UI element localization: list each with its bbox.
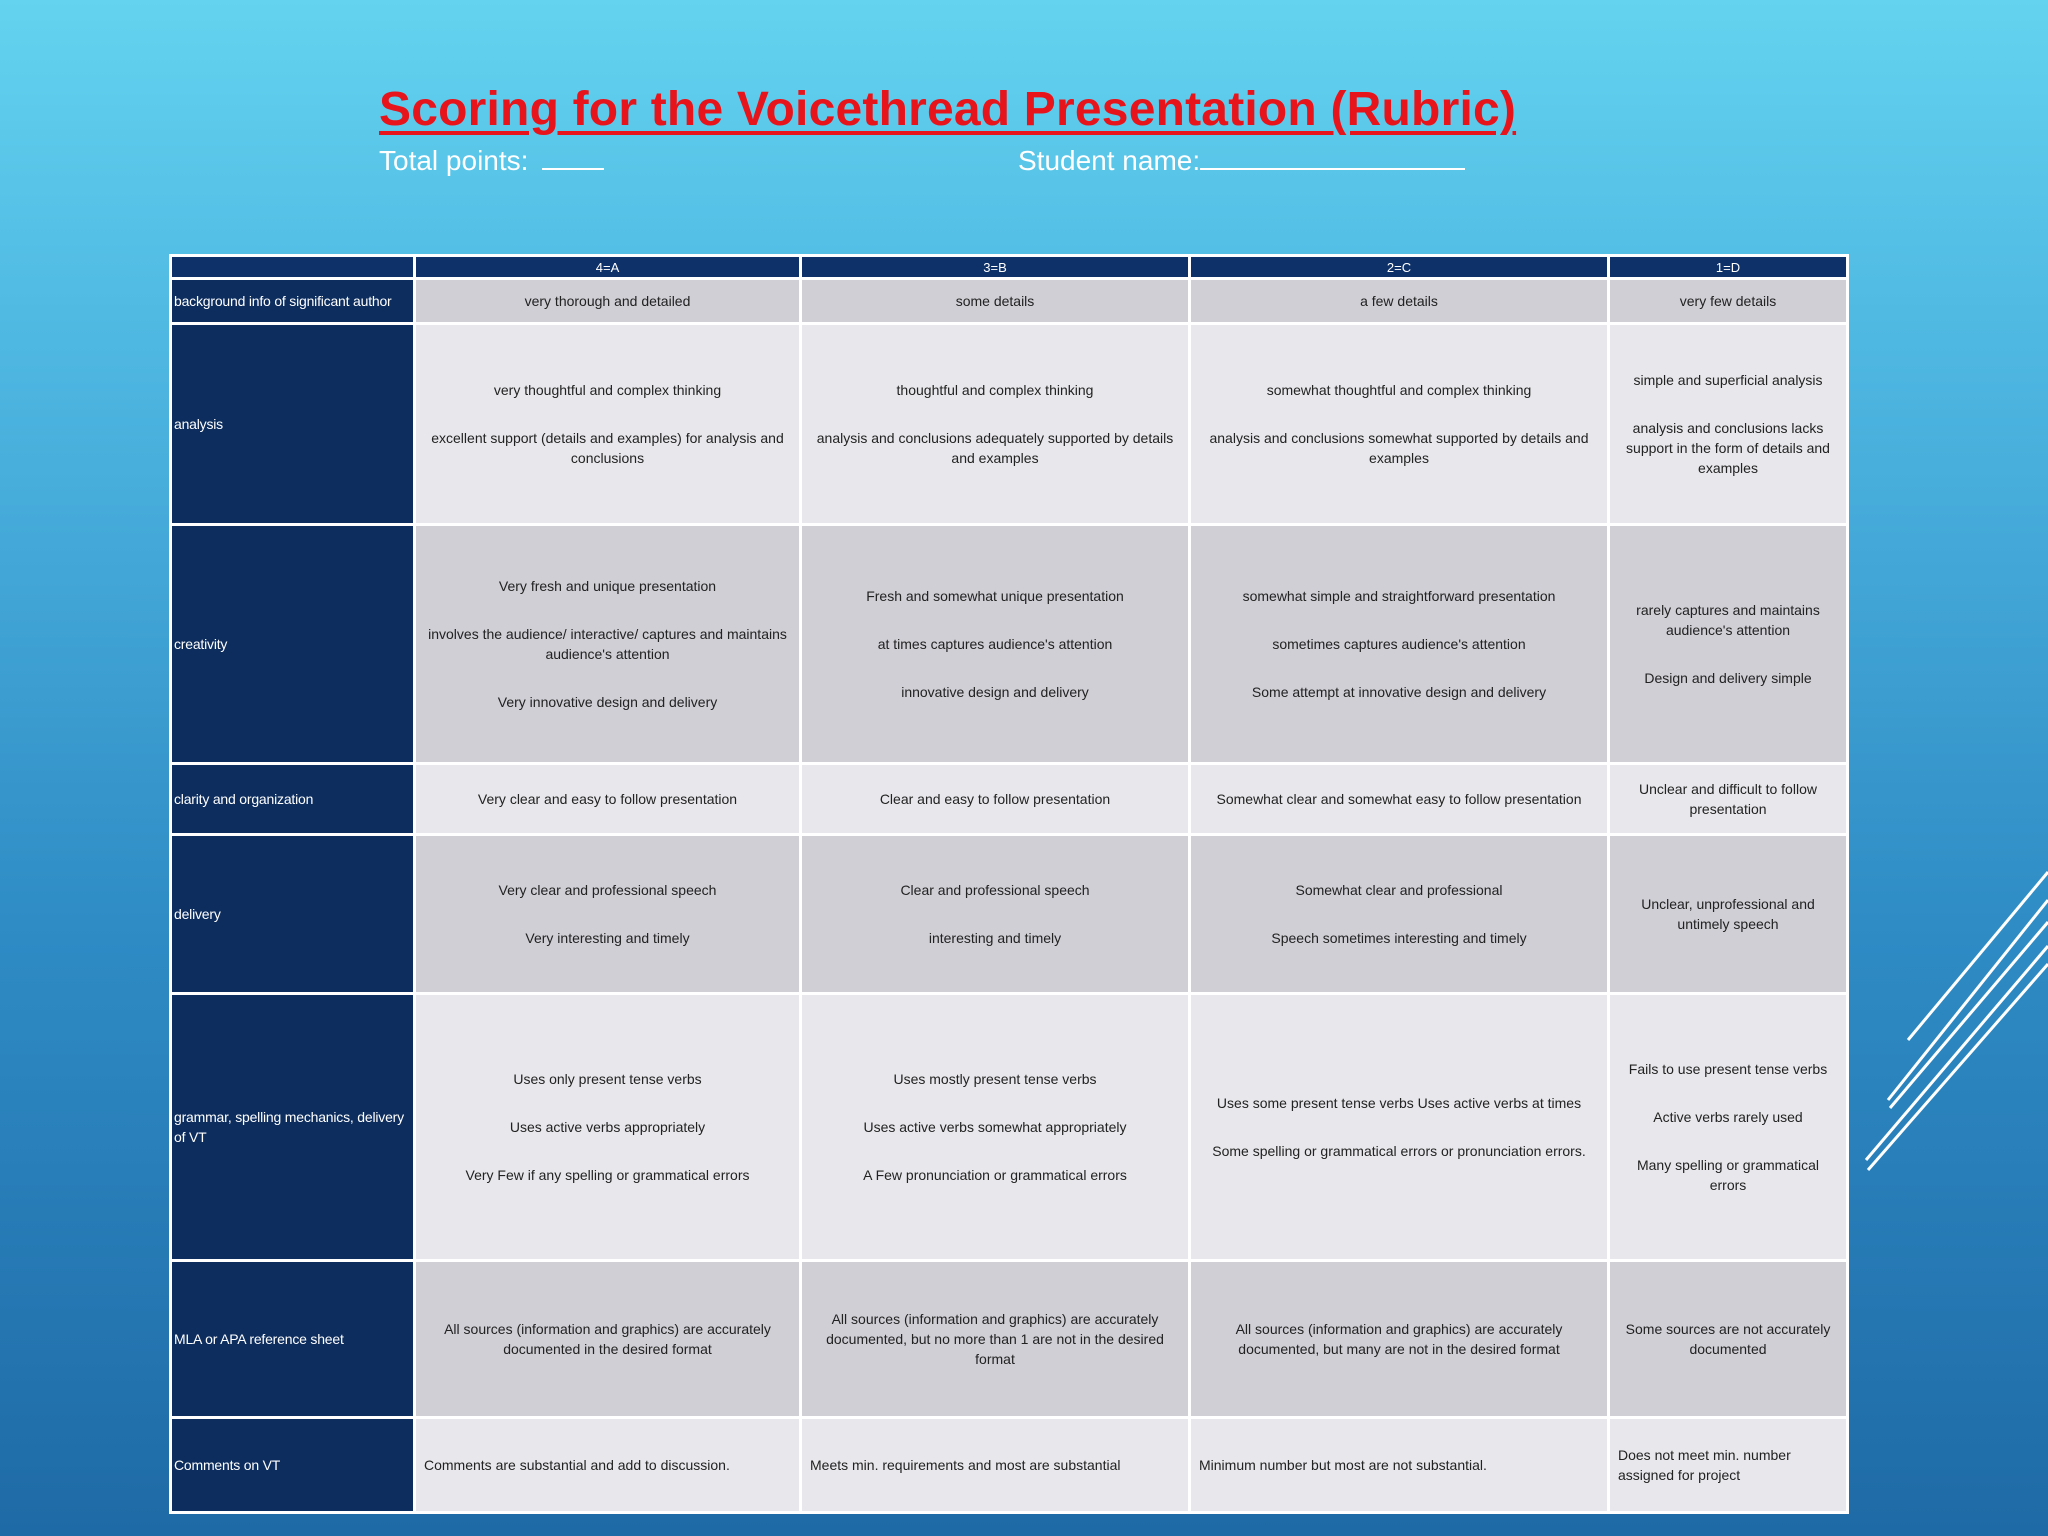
- cell-text: some details: [955, 293, 1035, 309]
- cell-text: very thorough and detailed: [524, 293, 691, 309]
- total-points-field: [379, 144, 604, 177]
- cell-text: Clear and professional speech: [900, 882, 1090, 898]
- rubric-row-comments: [172, 1419, 1846, 1511]
- student-name-label: Student name:: [1018, 145, 1201, 176]
- cell-text: Unclear and difficult to follow presentation: [1639, 781, 1817, 817]
- cell-text: Unclear, unprofessional and untimely speech: [1641, 896, 1815, 932]
- rubric-cell: [1610, 526, 1846, 762]
- rubric-cell: [802, 1262, 1188, 1416]
- cell-text: Uses mostly present tense verbs: [893, 1071, 1097, 1087]
- cell-text: excellent support (details and examples) for analysis and conclusions: [431, 430, 784, 466]
- line-gap: [810, 1089, 1180, 1117]
- cell-text: Comments are substantial and add to discussion.: [424, 1457, 730, 1473]
- cell-text: involves the audience/ interactive/ captures and maintains audience's attention: [428, 626, 787, 662]
- line-gap: [810, 400, 1180, 428]
- rubric-row-analysis: [172, 325, 1846, 523]
- rubric-row-reference-sheet: [172, 1262, 1846, 1416]
- header-score-4: 4=A: [416, 257, 799, 277]
- cell-text: All sources (information and graphics) are accurately documented in the desired format: [444, 1321, 771, 1357]
- criterion-label: clarity and organization: [172, 765, 413, 833]
- criterion-label: background info of significant author: [172, 280, 413, 322]
- rubric-cell: [1610, 1262, 1846, 1416]
- cell-text: Very innovative design and delivery: [497, 694, 718, 710]
- line-gap: [1199, 400, 1599, 428]
- criterion-label: analysis: [172, 325, 413, 523]
- rubric-row-creativity: [172, 526, 1846, 762]
- rubric-cell: [1610, 325, 1846, 523]
- line-gap: [1199, 1113, 1599, 1141]
- cell-text: analysis and conclusions lacks support in the form of details and examples: [1626, 420, 1830, 476]
- criterion-label: grammar, spelling mechanics, delivery of VT: [172, 995, 413, 1259]
- cell-text: Design and delivery simple: [1644, 670, 1812, 686]
- cell-text: Uses some present tense verbs Uses active verbs at times: [1216, 1095, 1582, 1111]
- cell-text: Many spelling or grammatical errors: [1636, 1157, 1820, 1193]
- cell-text: Active verbs rarely used: [1653, 1109, 1803, 1125]
- cell-text: analysis and conclusions adequately supported by details and examples: [816, 430, 1174, 466]
- cell-text: Clear and easy to follow presentation: [879, 791, 1111, 807]
- cell-text: Very clear and easy to follow presentation: [477, 791, 738, 807]
- rubric-cell: [802, 765, 1188, 833]
- line-gap: [1618, 1127, 1838, 1155]
- cell-text: Some sources are not accurately documented: [1625, 1321, 1831, 1357]
- rubric-cell: [1191, 526, 1607, 762]
- rubric-cell: [416, 325, 799, 523]
- cell-text: somewhat thoughtful and complex thinking: [1266, 382, 1532, 398]
- cell-text: Fresh and somewhat unique presentation: [866, 588, 1124, 604]
- criterion-label: delivery: [172, 836, 413, 992]
- cell-text: Very interesting and timely: [525, 930, 690, 946]
- header-score-3: 3=B: [802, 257, 1188, 277]
- header-row: [172, 257, 1846, 277]
- rubric-cell: [802, 280, 1188, 322]
- cell-text: simple and superficial analysis: [1633, 372, 1823, 388]
- line-gap: [424, 1089, 791, 1117]
- criterion-label: creativity: [172, 526, 413, 762]
- student-name-blank[interactable]: [1200, 144, 1465, 170]
- cell-text: Does not meet min. number assigned for project: [1618, 1447, 1791, 1483]
- line-gap: [810, 654, 1180, 682]
- rubric-cell: [1610, 280, 1846, 322]
- cell-text: Somewhat clear and professional: [1295, 882, 1503, 898]
- rubric-cell: [802, 995, 1188, 1259]
- cell-text: Very Few if any spelling or grammatical errors: [465, 1167, 750, 1183]
- line-gap: [424, 900, 791, 928]
- rubric-cell: [1191, 325, 1607, 523]
- line-gap: [810, 1137, 1180, 1165]
- cell-text: rarely captures and maintains audience's attention: [1636, 602, 1820, 638]
- line-gap: [1199, 654, 1599, 682]
- rubric-row-background-info: [172, 280, 1846, 322]
- cell-text: sometimes captures audience's attention: [1272, 636, 1526, 652]
- rubric-row-clarity-organization: [172, 765, 1846, 833]
- cell-text: a few details: [1360, 293, 1438, 309]
- cell-text: innovative design and delivery: [901, 684, 1089, 700]
- line-gap: [424, 596, 791, 624]
- rubric-cell: [1191, 995, 1607, 1259]
- cell-text: very thoughtful and complex thinking: [493, 382, 722, 398]
- cell-text: All sources (information and graphics) are accurately documented, but many are not in the desired format: [1235, 1321, 1563, 1357]
- total-points-blank[interactable]: [542, 144, 604, 170]
- cell-text: Some spelling or grammatical errors or pronunciation errors.: [1212, 1143, 1586, 1159]
- rubric-cell: [416, 1419, 799, 1511]
- cell-text: Very fresh and unique presentation: [498, 578, 717, 594]
- rubric-cell: [802, 325, 1188, 523]
- rubric-cell: [1610, 836, 1846, 992]
- cell-text: very few details: [1679, 293, 1777, 309]
- line-gap: [424, 1137, 791, 1165]
- cell-text: Fails to use present tense verbs: [1628, 1061, 1828, 1077]
- cell-text: Some attempt at innovative design and delivery: [1251, 684, 1547, 700]
- rubric-cell: [416, 280, 799, 322]
- header-score-1: 1=D: [1610, 257, 1846, 277]
- page-title: Scoring for the Voicethread Presentation (Rubric): [379, 83, 1517, 136]
- rubric-table: [169, 254, 1849, 1514]
- cell-text: analysis and conclusions somewhat supported by details and examples: [1209, 430, 1589, 466]
- rubric-cell: [1191, 765, 1607, 833]
- cell-text: A Few pronunciation or grammatical errors: [863, 1167, 1127, 1183]
- criterion-label: MLA or APA reference sheet: [172, 1262, 413, 1416]
- rubric-cell: [1191, 1419, 1607, 1511]
- rubric-row-grammar-spelling: [172, 995, 1846, 1259]
- line-gap: [1618, 390, 1838, 418]
- rubric-cell: [1191, 1262, 1607, 1416]
- line-gap: [810, 606, 1180, 634]
- rubric-cell: [1610, 1419, 1846, 1511]
- rubric-cell: [416, 836, 799, 992]
- student-name-field: [1018, 144, 1465, 177]
- line-gap: [1199, 606, 1599, 634]
- rubric-cell: [416, 995, 799, 1259]
- total-points-label: Total points:: [379, 145, 529, 176]
- cell-text: interesting and timely: [928, 930, 1062, 946]
- rubric-cell: [802, 836, 1188, 992]
- header-score-2: 2=C: [1191, 257, 1607, 277]
- rubric-cell: [1610, 995, 1846, 1259]
- cell-text: Very clear and professional speech: [498, 882, 717, 898]
- cell-text: All sources (information and graphics) are accurately documented, but no more than 1 are not in the desired format: [826, 1311, 1164, 1367]
- cell-text: at times captures audience's attention: [877, 636, 1113, 652]
- line-gap: [1199, 900, 1599, 928]
- line-gap: [424, 400, 791, 428]
- rubric-cell: [416, 1262, 799, 1416]
- rubric-cell: [416, 526, 799, 762]
- rubric-cell: [1610, 765, 1846, 833]
- cell-text: somewhat simple and straightforward presentation: [1242, 588, 1556, 604]
- rubric-row-delivery: [172, 836, 1846, 992]
- header-criterion: [172, 257, 413, 277]
- cell-text: thoughtful and complex thinking: [896, 382, 1094, 398]
- cell-text: Uses only present tense verbs: [513, 1071, 702, 1087]
- criterion-label: Comments on VT: [172, 1419, 413, 1511]
- rubric-cell: [802, 526, 1188, 762]
- rubric-cell: [1191, 836, 1607, 992]
- cell-text: Speech sometimes interesting and timely: [1271, 930, 1527, 946]
- cell-text: Meets min. requirements and most are substantial: [810, 1457, 1121, 1473]
- rubric-cell: [416, 765, 799, 833]
- line-gap: [810, 900, 1180, 928]
- cell-text: Minimum number but most are not substantial.: [1199, 1457, 1487, 1473]
- line-gap: [1618, 1079, 1838, 1107]
- line-gap: [1618, 640, 1838, 668]
- rubric-cell: [1191, 280, 1607, 322]
- cell-text: Uses active verbs appropriately: [509, 1119, 706, 1135]
- cell-text: Uses active verbs somewhat appropriately: [863, 1119, 1127, 1135]
- line-gap: [424, 664, 791, 692]
- rubric-cell: [802, 1419, 1188, 1511]
- cell-text: Somewhat clear and somewhat easy to follow presentation: [1216, 791, 1582, 807]
